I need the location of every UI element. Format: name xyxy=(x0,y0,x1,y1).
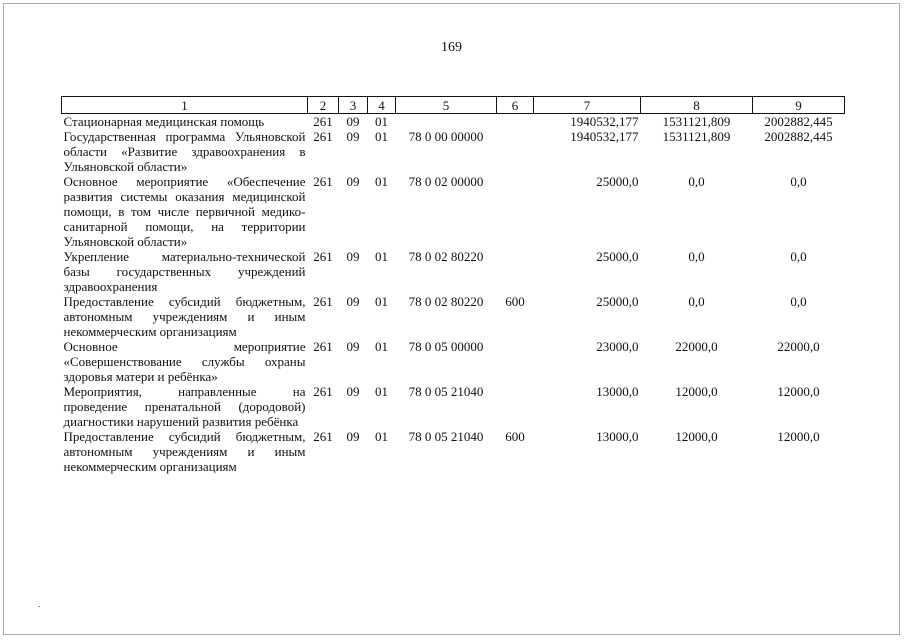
row-name-cell: Основное мероприятие «Совершенствование службы охраны здоровья матери и ребёнка» xyxy=(63,339,306,384)
column-header: 7 xyxy=(534,97,641,114)
table-row xyxy=(62,114,845,130)
row-value-col8-cell: 0,0 xyxy=(688,174,705,189)
row-value-col9-cell: 0,0 xyxy=(790,249,807,264)
row-subsection-cell: 01 xyxy=(375,249,388,264)
column-header: 1 xyxy=(62,97,308,114)
row-value-col7-cell: 1940532,177 xyxy=(570,114,639,129)
table-row xyxy=(62,174,845,249)
row-admin-code-cell: 261 xyxy=(313,384,333,399)
row-value-col9-cell: 12000,0 xyxy=(777,384,820,399)
row-expense-type-cell xyxy=(497,174,534,249)
row-value-col9-cell: 2002882,445 xyxy=(764,129,833,144)
row-section-cell: 09 xyxy=(346,339,360,354)
row-subsection-cell: 01 xyxy=(375,429,388,444)
column-header: 9 xyxy=(753,97,845,114)
row-target-article-cell: 78 0 05 00000 xyxy=(408,339,484,354)
row-name-cell: Предоставление субсидий бюджетным, автономным учреждениям и иным некоммерческим организациям xyxy=(63,429,306,474)
table-row xyxy=(62,384,845,429)
row-value-col8-cell: 1531121,809 xyxy=(662,114,731,129)
row-name-cell: Мероприятия, направленные на проведение пренатальной (дородовой) диагностики нарушений развития ребёнка xyxy=(63,384,306,429)
row-section-cell: 09 xyxy=(346,114,360,129)
row-value-col7-cell: 25000,0 xyxy=(596,249,639,264)
column-header: 4 xyxy=(368,97,396,114)
row-admin-code-cell: 261 xyxy=(313,429,333,444)
column-header: 3 xyxy=(339,97,368,114)
row-section-cell: 09 xyxy=(346,129,360,144)
row-expense-type-cell xyxy=(497,129,534,174)
budget-table xyxy=(61,96,845,474)
row-subsection-cell: 01 xyxy=(375,174,388,189)
row-name-cell: Предоставление субсидий бюджетным, автономным учреждениям и иным некоммерческим организациям xyxy=(63,294,306,339)
table-row xyxy=(62,339,845,384)
row-name-cell: Стационарная медицинская помощь xyxy=(63,114,265,129)
row-value-col7-cell: 1940532,177 xyxy=(570,129,639,144)
row-target-article-cell: 78 0 02 80220 xyxy=(408,249,484,264)
row-section-cell: 09 xyxy=(346,384,360,399)
row-expense-type-cell xyxy=(497,339,534,384)
row-name-cell: Государственная программа Ульяновской области «Развитие здравоохранения в Ульяновской области» xyxy=(63,129,306,174)
row-admin-code-cell: 261 xyxy=(313,129,333,144)
row-value-col7-cell: 13000,0 xyxy=(596,384,639,399)
row-value-col9-cell: 12000,0 xyxy=(777,429,820,444)
row-admin-code-cell: 261 xyxy=(313,114,333,129)
column-header: 6 xyxy=(497,97,534,114)
row-expense-type-cell xyxy=(497,384,534,429)
row-subsection-cell: 01 xyxy=(375,114,388,129)
row-target-article-cell xyxy=(396,114,497,130)
table-row xyxy=(62,294,845,339)
row-value-col9-cell: 0,0 xyxy=(790,174,807,189)
row-admin-code-cell: 261 xyxy=(313,339,333,354)
table-row xyxy=(62,429,845,474)
page-number: 169 xyxy=(441,40,462,55)
row-subsection-cell: 01 xyxy=(375,339,388,354)
row-value-col8-cell: 1531121,809 xyxy=(662,129,731,144)
row-value-col9-cell: 22000,0 xyxy=(777,339,820,354)
row-value-col9-cell: 2002882,445 xyxy=(764,114,833,129)
row-target-article-cell: 78 0 02 80220 xyxy=(408,294,484,309)
column-header: 2 xyxy=(308,97,339,114)
row-value-col8-cell: 12000,0 xyxy=(675,384,718,399)
row-value-col8-cell: 0,0 xyxy=(688,249,705,264)
column-header: 5 xyxy=(396,97,497,114)
row-name-cell: Укрепление материально-технической базы государственных учреждений здравоохранения xyxy=(63,249,306,294)
row-expense-type-cell xyxy=(497,114,534,130)
row-value-col8-cell: 0,0 xyxy=(688,294,705,309)
row-value-col9-cell: 0,0 xyxy=(790,294,807,309)
table-row xyxy=(62,129,845,174)
row-value-col8-cell: 22000,0 xyxy=(675,339,718,354)
row-value-col8-cell: 12000,0 xyxy=(675,429,718,444)
document-page xyxy=(3,3,900,635)
row-expense-type-cell: 600 xyxy=(505,294,525,309)
row-subsection-cell: 01 xyxy=(375,294,388,309)
row-admin-code-cell: 261 xyxy=(313,294,333,309)
row-section-cell: 09 xyxy=(346,174,360,189)
row-admin-code-cell: 261 xyxy=(313,174,333,189)
scan-speck xyxy=(38,606,40,607)
row-admin-code-cell: 261 xyxy=(313,249,333,264)
column-header: 8 xyxy=(641,97,753,114)
row-target-article-cell: 78 0 05 21040 xyxy=(408,384,484,399)
row-expense-type-cell: 600 xyxy=(505,429,525,444)
row-name-cell: Основное мероприятие «Обеспечение развития системы оказания медицинской помощи, в том числе первичной медико-санитарной помощи, на территории Ульяновской области» xyxy=(63,174,306,249)
row-value-col7-cell: 25000,0 xyxy=(596,174,639,189)
table-header-row xyxy=(62,97,845,114)
row-target-article-cell: 78 0 02 00000 xyxy=(408,174,484,189)
row-value-col7-cell: 13000,0 xyxy=(596,429,639,444)
row-expense-type-cell xyxy=(497,249,534,294)
row-subsection-cell: 01 xyxy=(375,384,388,399)
row-section-cell: 09 xyxy=(346,429,360,444)
table-body xyxy=(62,114,845,475)
row-value-col7-cell: 23000,0 xyxy=(596,339,639,354)
table-row xyxy=(62,249,845,294)
row-target-article-cell: 78 0 00 00000 xyxy=(408,129,484,144)
row-section-cell: 09 xyxy=(346,249,360,264)
row-target-article-cell: 78 0 05 21040 xyxy=(408,429,484,444)
row-value-col7-cell: 25000,0 xyxy=(596,294,639,309)
row-subsection-cell: 01 xyxy=(375,129,388,144)
row-section-cell: 09 xyxy=(346,294,360,309)
